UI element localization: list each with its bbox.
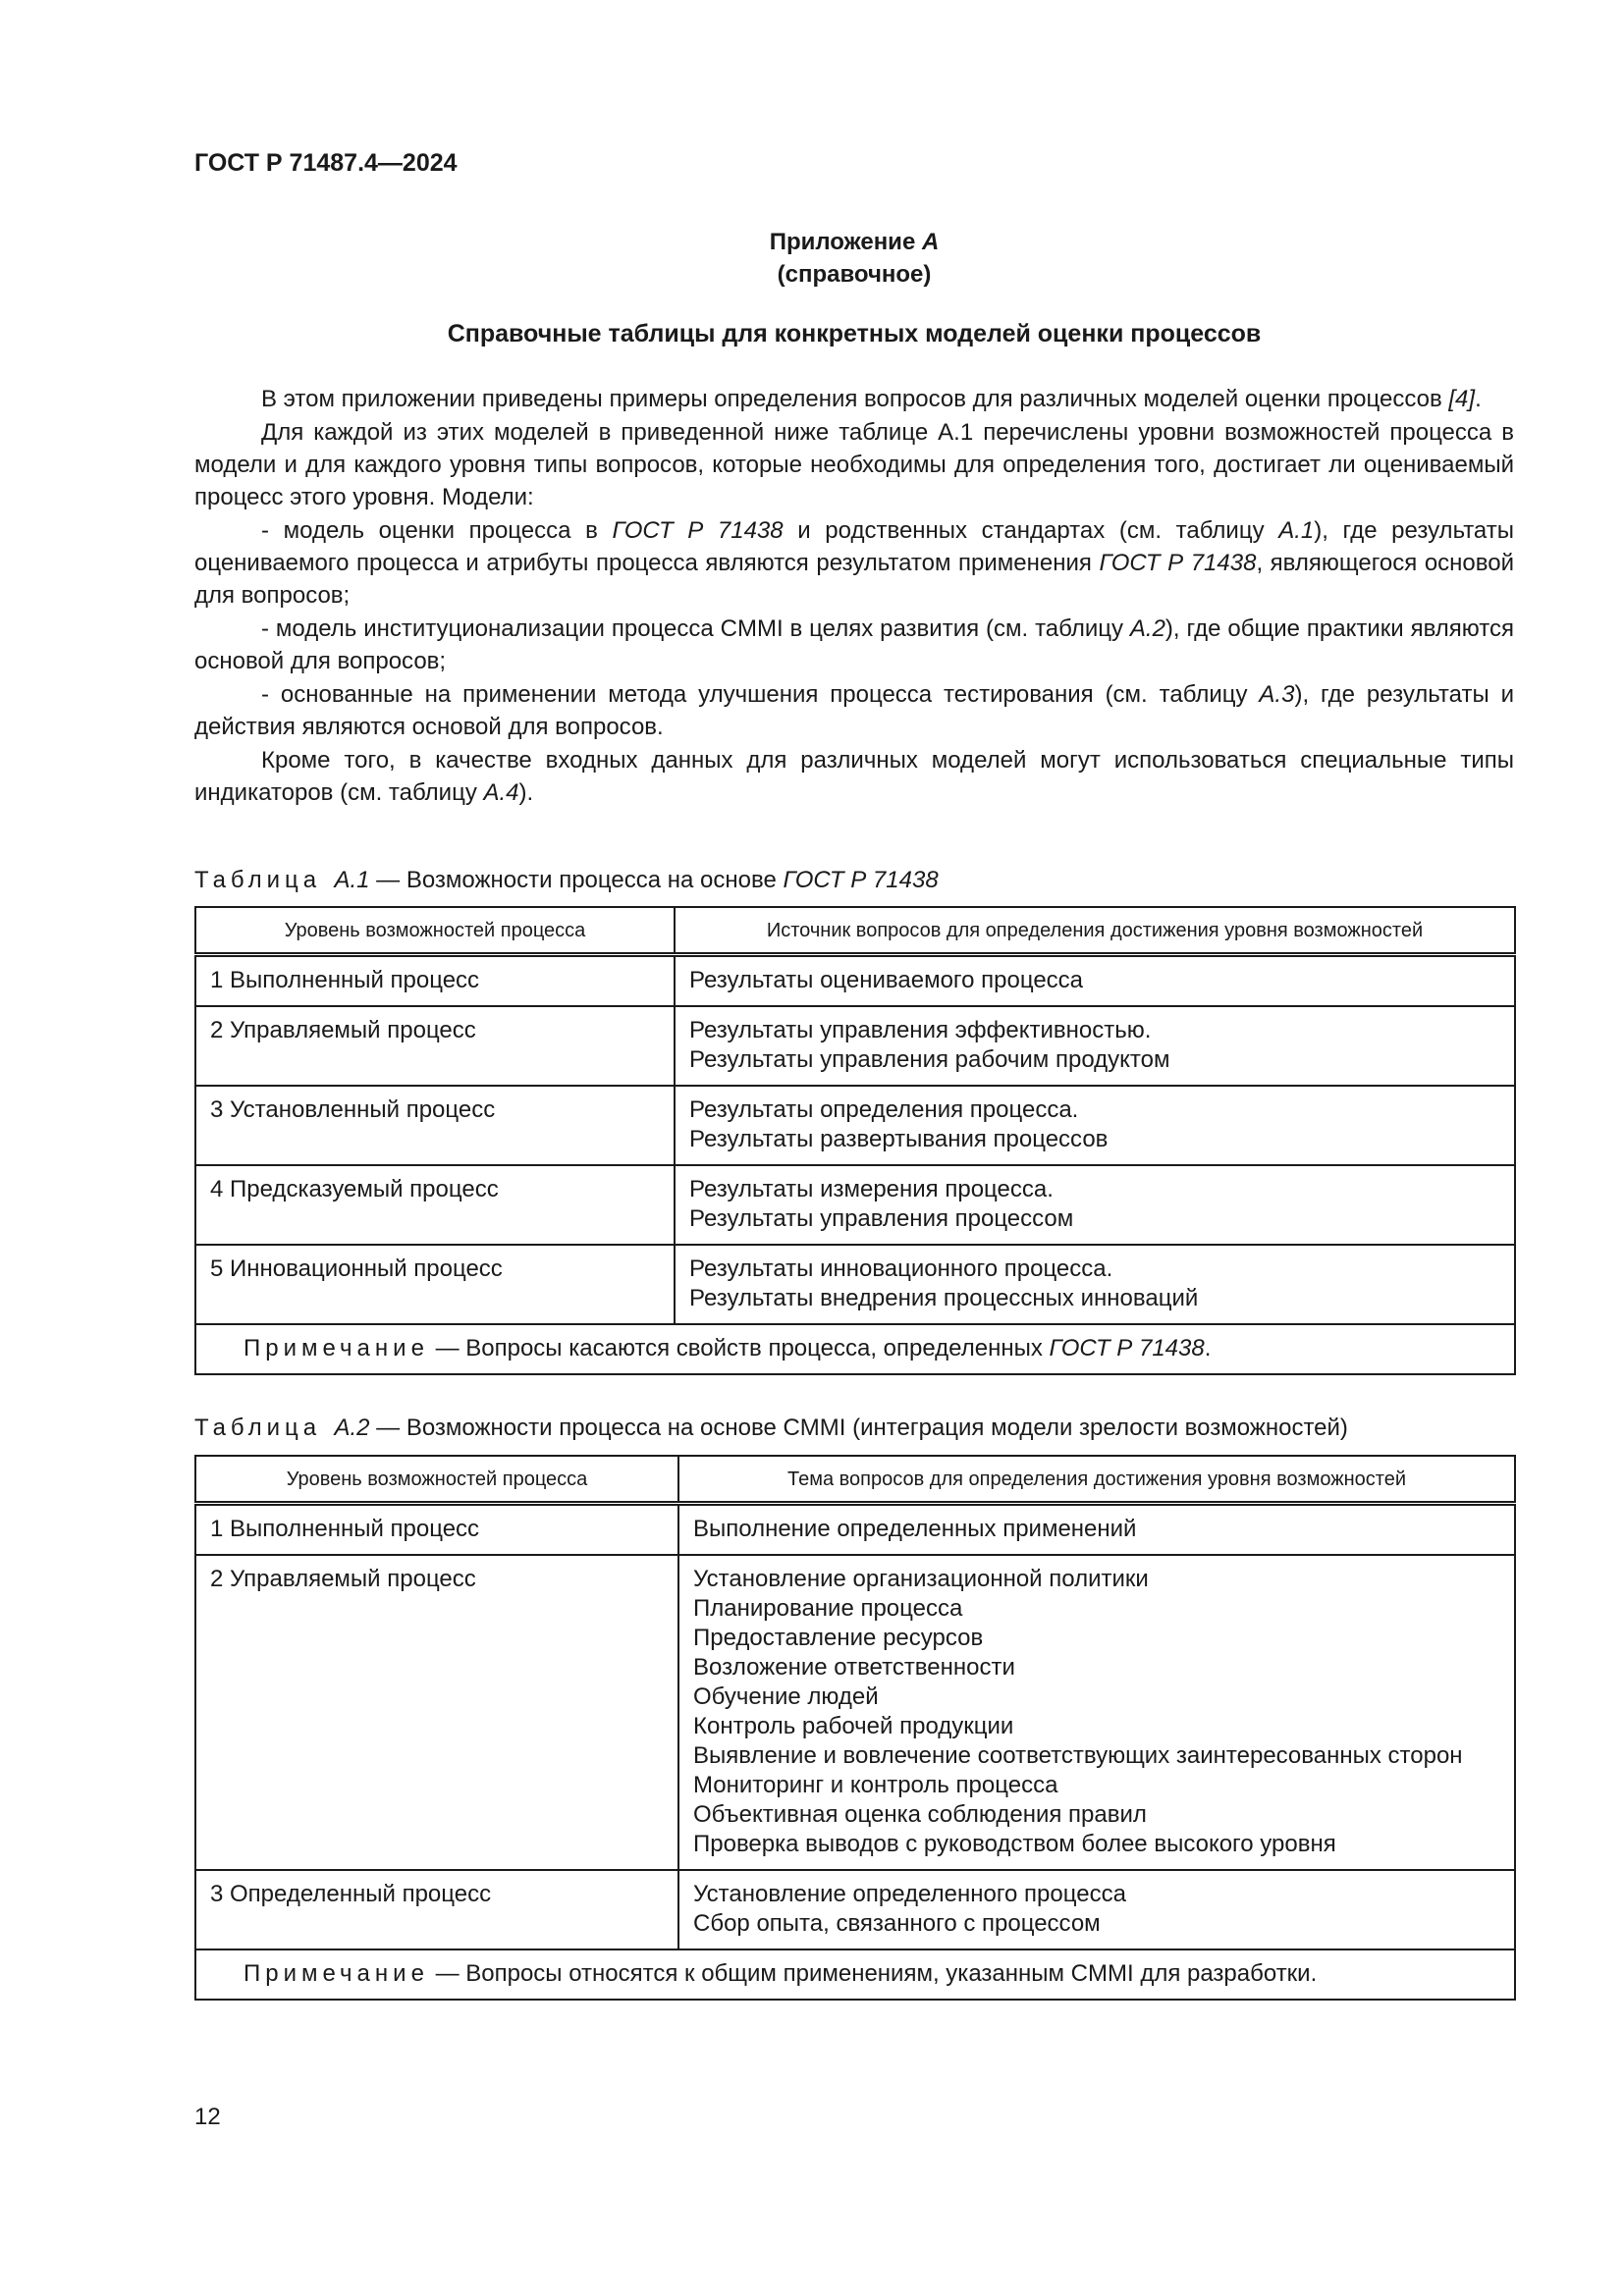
- page-number: 12: [194, 2104, 221, 2130]
- table-row: [195, 1165, 1515, 1245]
- level-cell: 1 Выполненный процесс: [195, 1504, 678, 1556]
- body-text: [194, 383, 1514, 810]
- appendix-heading: [194, 226, 1514, 291]
- column-header-source: Источник вопросов для определения достижения уровня возможностей: [675, 907, 1515, 955]
- table-row: [195, 1870, 1515, 1949]
- table-row: [195, 1555, 1515, 1870]
- topic-cell: Выполнение определенных применений: [678, 1504, 1515, 1556]
- paragraph-intro: В этом приложении приведены примеры определения вопросов для различных моделей оценки процессов [4].: [261, 386, 1482, 412]
- source-cell: Результаты оцениваемого процесса: [675, 955, 1515, 1007]
- source-cell: Результаты определения процесса. Результаты развертывания процессов: [675, 1086, 1515, 1165]
- paragraph-indicators: Кроме того, в качестве входных данных для различных моделей могут использоваться специальные типы индикаторов (см. таблицу А.4).: [194, 747, 1514, 806]
- table-row: [195, 1086, 1515, 1165]
- table2-caption: Таблица А.2 — Возможности процесса на основе CMMI (интеграция модели зрелости возможностей): [194, 1415, 1348, 1441]
- appendix-title: Справочные таблицы для конкретных моделей оценки процессов: [447, 320, 1262, 347]
- list-item-model-2: - модель институционализации процесса CMMI в целях развития (см. таблицу А.2), где общие практики являются основой для вопросов;: [194, 615, 1514, 674]
- table-a2: [194, 1455, 1516, 2001]
- appendix-kind: (справочное): [777, 261, 932, 288]
- table-note-row: [195, 1949, 1515, 2000]
- table-note-row: [195, 1324, 1515, 1374]
- topic-cell: Установление организационной политики Планирование процесса Предоставление ресурсов Возложение ответственности Обучение людей Контроль рабочей продукции Выявление и вовлечение соответствующих заинтересованных сторон Мониторинг и контроль процесса Объективная оценка соблюдения правил Проверка выводов с руководством более высокого уровня: [678, 1555, 1515, 1870]
- source-cell: Результаты измерения процесса. Результаты управления процессом: [675, 1165, 1515, 1245]
- list-item-model-1: - модель оценки процесса в ГОСТ Р 71438 и родственных стандартах (см. таблицу А.1), где результаты оцениваемого процесса и атрибуты процесса являются результатом применения ГОСТ Р 71438, являющегося основой для вопросов;: [194, 517, 1515, 609]
- table-note: Примечание — Вопросы относятся к общим применениям, указанным CMMI для разработки.: [195, 1949, 1515, 2000]
- level-cell: 3 Определенный процесс: [195, 1870, 678, 1949]
- table-note: Примечание — Вопросы касаются свойств процесса, определенных ГОСТ Р 71438.: [195, 1324, 1515, 1374]
- table-row: [195, 955, 1515, 1007]
- level-cell: 4 Предсказуемый процесс: [195, 1165, 675, 1245]
- column-header-level: Уровень возможностей процесса: [195, 1456, 678, 1504]
- table1-caption: Таблица А.1 — Возможности процесса на основе ГОСТ Р 71438: [194, 867, 939, 893]
- level-cell: 1 Выполненный процесс: [195, 955, 675, 1007]
- source-cell: Результаты инновационного процесса. Результаты внедрения процессных инноваций: [675, 1245, 1515, 1324]
- table-header-row: [195, 907, 1515, 955]
- table-header-row: [195, 1456, 1515, 1504]
- table-row: [195, 1504, 1515, 1556]
- topic-cell: Установление определенного процесса Сбор опыта, связанного с процессом: [678, 1870, 1515, 1949]
- column-header-topic: Тема вопросов для определения достижения уровня возможностей: [678, 1456, 1515, 1504]
- table-row: [195, 1006, 1515, 1086]
- level-cell: 2 Управляемый процесс: [195, 1555, 678, 1870]
- document-code: ГОСТ Р 71487.4—2024: [194, 149, 458, 177]
- level-cell: 3 Установленный процесс: [195, 1086, 675, 1165]
- appendix-label: Приложение А: [769, 229, 940, 255]
- source-cell: Результаты управления эффективностью. Результаты управления рабочим продуктом: [675, 1006, 1515, 1086]
- table-row: [195, 1245, 1515, 1324]
- level-cell: 5 Инновационный процесс: [195, 1245, 675, 1324]
- column-header-level: Уровень возможностей процесса: [195, 907, 675, 955]
- table-a1: [194, 906, 1516, 1375]
- paragraph-models: Для каждой из этих моделей в приведенной ниже таблице А.1 перечислены уровни возможностей процесса в модели и для каждого уровня типы вопросов, которые необходимы для определения того, достигает ли оцениваемый процесс этого уровня. Модели:: [194, 419, 1514, 510]
- list-item-model-3: - основанные на применении метода улучшения процесса тестирования (см. таблицу А.3), где результаты и действия являются основой для вопросов.: [194, 681, 1515, 740]
- level-cell: 2 Управляемый процесс: [195, 1006, 675, 1086]
